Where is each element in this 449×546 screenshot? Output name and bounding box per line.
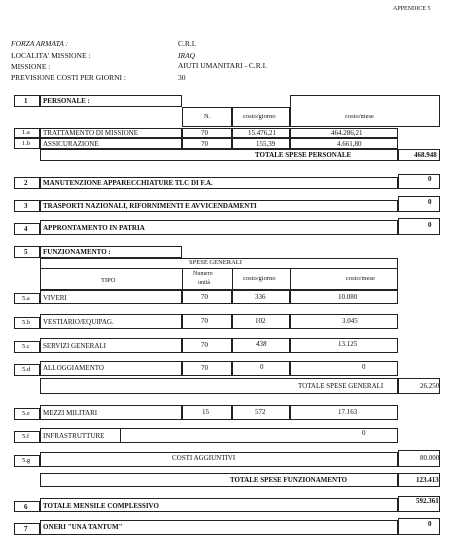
row-5g-label: COSTI AGGIUNTIVI	[172, 454, 236, 462]
section-1-number: 1	[24, 97, 28, 105]
previsione-value: 30	[178, 73, 186, 82]
row-1a-n: 70	[201, 129, 208, 137]
section-2-value: 0	[428, 175, 432, 183]
section-4-title: APPRONTAMENTO IN PATRIA	[43, 224, 145, 232]
row-5a-code: 5.a	[22, 295, 30, 302]
funz-col-divider-1	[182, 268, 183, 290]
section-3-value-box	[398, 196, 440, 212]
section-6-title: TOTALE MENSILE COMPLESSIVO	[43, 502, 159, 510]
section-3-value: 0	[428, 198, 432, 206]
row-5c-code: 5.c	[22, 343, 30, 350]
funz-mese-header: costo/mese	[346, 275, 375, 282]
row-5g-value: 80.000	[420, 454, 440, 462]
numero-header-line2: unità	[198, 280, 210, 286]
section-2-value-box	[398, 174, 440, 189]
section-3-number: 3	[24, 202, 28, 210]
funz-giorno-header: costo/giorno	[243, 275, 276, 282]
section-1-title: PERSONALE :	[43, 97, 90, 105]
personale-n-header: N.	[204, 113, 211, 120]
row-5d-giorno: 0	[260, 363, 264, 371]
row-5d-mese-box	[290, 361, 398, 376]
row-5b-label: VESTIARIO/EQUIPAG.	[43, 318, 114, 326]
row-5c-mese: 13.125	[338, 340, 358, 348]
row-5b-n: 70	[201, 317, 208, 325]
previsione-label: PREVISIONE COSTI PER GIORNI :	[11, 73, 127, 82]
personale-mese-header: costo/mese	[345, 113, 374, 120]
row-5e-label: MEZZI MILITARI	[43, 409, 98, 417]
row-5e-code: 5.e	[22, 410, 30, 417]
row-1b-giorno: 155,39	[256, 140, 276, 148]
row-5b-mese: 3.045	[342, 317, 358, 325]
row-5e-mese: 17.163	[338, 408, 358, 416]
section-6-number: 6	[24, 503, 28, 511]
totale-spese-generali-label: TOTALE SPESE GENERALI	[298, 382, 384, 390]
row-5d-mese: 0	[362, 363, 366, 371]
row-1a-mese: 464.286,21	[331, 129, 363, 137]
row-5c-n: 70	[201, 341, 208, 349]
row-5f-label: INFRASTRUTTURE	[43, 432, 105, 440]
missione-label: MISSIONE :	[11, 62, 51, 71]
numero-header-line1: Numero	[193, 271, 213, 277]
spese-generali-header: SPESE GENERALI	[189, 259, 242, 266]
totale-personale-value: 468.948	[414, 151, 437, 159]
section-2-number: 2	[24, 179, 28, 187]
tipo-header: TIPO	[101, 277, 116, 284]
row-5d-label: ALLOGGIAMENTO	[43, 364, 104, 372]
totale-spese-generali-value: 26.250	[420, 382, 440, 390]
totale-funzionamento-label: TOTALE SPESE FUNZIONAMENTO	[230, 476, 348, 484]
section-3-title: TRASPORTI NAZIONALI, RIFORNIMENTI E AVVICENDAMENTI	[43, 202, 257, 210]
localita-label: LOCALITA' MISSIONE :	[11, 51, 91, 60]
forza-label: FORZA ARMATA :	[11, 39, 69, 48]
row-5c-label: SERVIZI GENERALI	[43, 342, 107, 350]
funz-header-divider	[40, 268, 398, 269]
row-5g-code: 5.g	[22, 457, 31, 464]
row-1b-code: 1.b	[22, 140, 31, 147]
appendix-label: APPENDICE 5	[393, 6, 431, 12]
localita-value: IRAQ	[178, 51, 196, 60]
section-4-value-box	[398, 218, 440, 235]
row-1b-mese: 4.661,80	[337, 140, 362, 148]
missione-value: AIUTI UMANITARI - C.R.I.	[178, 61, 267, 70]
row-5a-mese: 10.080	[338, 293, 358, 301]
section-7-value: 0	[428, 520, 432, 528]
row-5f-divider	[120, 428, 121, 443]
totale-funzionamento-value: 123.413	[416, 476, 439, 484]
section-5-title: FUNZIONAMENTO :	[43, 248, 111, 256]
section-5-number: 5	[24, 248, 28, 256]
row-5f-code: 5.f	[22, 433, 30, 440]
row-1a-label: TRATTAMENTO DI MISSIONE	[43, 129, 138, 137]
row-1b-label: ASSICURAZIONE	[43, 140, 99, 148]
funz-col-divider-3	[290, 268, 291, 290]
row-5a-n: 70	[201, 293, 208, 301]
row-5e-giorno: 572	[255, 408, 266, 416]
row-5a-label: VIVERI	[43, 294, 67, 302]
row-1a-code: 1.a	[22, 129, 30, 136]
row-5b-code: 5.b	[22, 319, 31, 326]
section-7-title: ONERI "UNA TANTUM"	[43, 523, 123, 531]
row-5e-n: 15	[202, 408, 209, 416]
personale-giorno-header: costo/giorno	[243, 113, 276, 120]
section-4-value: 0	[428, 221, 432, 229]
personale-mese-header-box	[290, 95, 440, 127]
row-5a-giorno: 336	[255, 293, 266, 301]
section-4-number: 4	[24, 225, 28, 233]
totale-personale-label: TOTALE SPESE PERSONALE	[255, 151, 352, 159]
row-5d-n: 70	[201, 364, 208, 372]
row-1b-n: 70	[201, 140, 208, 148]
section-7-value-box	[398, 518, 440, 535]
section-7-number: 7	[24, 525, 28, 533]
row-5f-mese: 0	[362, 429, 366, 437]
row-1a-giorno: 15.476,21	[248, 129, 276, 137]
section-6-value: 592.361	[416, 497, 439, 505]
funz-col-divider-2	[232, 268, 233, 290]
forza-value: C.R.I.	[178, 39, 197, 48]
row-5d-code: 5.d	[22, 366, 31, 373]
section-2-title: MANUTENZIONE APPARECCHIATURE TLC DI F.A.	[43, 179, 213, 187]
row-5c-giorno: 438	[256, 340, 267, 348]
row-5b-giorno: 102	[255, 317, 266, 325]
funz-header-box	[40, 258, 398, 290]
